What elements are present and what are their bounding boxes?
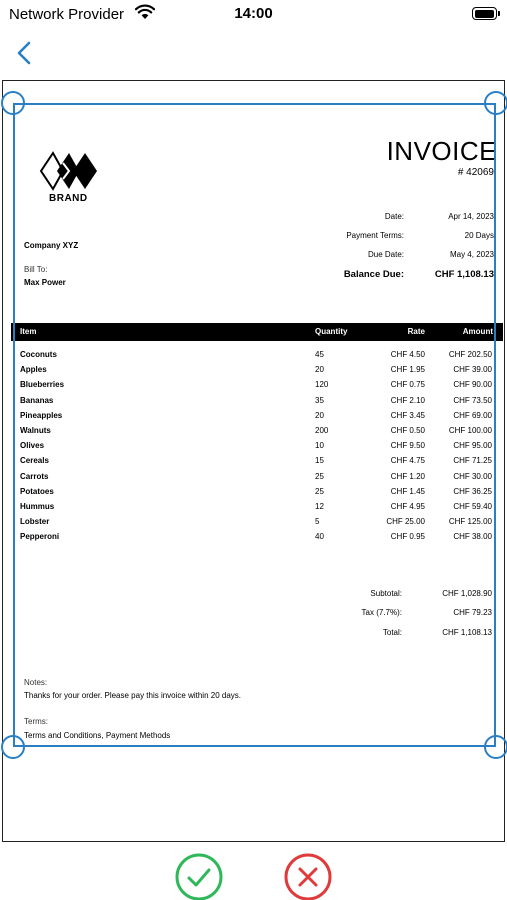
notes-text: Thanks for your order. Please pay this invoice within 20 days. (24, 691, 241, 700)
item-quantity: 200 (315, 426, 329, 435)
table-row (3, 485, 505, 500)
table-row (3, 515, 505, 530)
column-header-quantity: Quantity (315, 327, 348, 336)
item-name: Coconuts (20, 350, 57, 359)
meta-row-payment-terms: Payment Terms: 20 Days (346, 231, 494, 240)
item-rate: CHF 9.50 (390, 441, 425, 451)
item-rate: CHF 0.95 (390, 532, 425, 542)
column-header-rate: Rate (407, 327, 425, 336)
item-amount: CHF 125.00 (448, 517, 492, 527)
bill-to-name: Max Power (24, 278, 66, 287)
item-amount: CHF 30.00 (453, 471, 492, 481)
terms-label: Terms: (24, 717, 48, 726)
crop-handle-top-right[interactable] (484, 91, 507, 115)
subtotal-row: Subtotal: CHF 1,028.90 (370, 589, 492, 598)
item-rate: CHF 1.20 (390, 471, 425, 481)
table-row (3, 470, 505, 485)
item-name: Potatoes (20, 486, 54, 496)
carrier-name: Network Provider (9, 6, 125, 23)
table-row (3, 378, 505, 393)
item-rate: CHF 25.00 (386, 517, 425, 527)
column-header-amount: Amount (462, 327, 493, 336)
terms-text: Terms and Conditions, Payment Methods (24, 731, 171, 740)
table-row (3, 454, 505, 469)
item-name: Walnuts (20, 426, 51, 435)
item-amount: CHF 59.40 (453, 502, 492, 511)
battery-icon (472, 7, 497, 20)
meta-row-date: Date: Apr 14, 2023 (384, 212, 494, 221)
crop-handle-top-left[interactable] (1, 91, 25, 115)
invoice-number: # 42069 (457, 167, 494, 178)
item-amount: CHF 90.00 (453, 380, 492, 390)
company-name: Company XYZ (24, 241, 79, 250)
item-quantity: 40 (315, 532, 324, 542)
crop-handle-bottom-left[interactable] (1, 735, 25, 759)
item-amount: CHF 39.00 (453, 365, 492, 375)
table-row (3, 409, 505, 424)
table-row (3, 348, 505, 363)
table-row (3, 363, 505, 378)
item-name: Lobster (20, 517, 50, 527)
items-table-header (11, 323, 503, 341)
table-row (3, 424, 505, 439)
item-name: Pepperoni (20, 532, 60, 542)
item-quantity: 12 (315, 502, 324, 511)
item-quantity: 25 (315, 486, 324, 496)
back-chevron-icon[interactable] (12, 40, 38, 66)
column-header-item: Item (20, 327, 37, 336)
brand-name: BRAND (49, 193, 88, 204)
item-name: Pineapples (20, 410, 63, 420)
item-quantity: 45 (315, 350, 324, 359)
crop-handle-bottom-right[interactable] (484, 735, 507, 759)
item-rate: CHF 0.75 (390, 380, 425, 390)
item-quantity: 20 (315, 410, 324, 420)
item-name: Cereals (20, 456, 49, 466)
brand-logo (39, 149, 99, 193)
item-rate: CHF 0.50 (390, 426, 425, 435)
item-name: Blueberries (20, 380, 65, 390)
bill-to-label: Bill To: (24, 265, 48, 274)
item-name: Bananas (20, 395, 54, 405)
meta-row-balance-due: Balance Due: CHF 1,108.13 (343, 269, 494, 280)
item-amount: CHF 38.00 (453, 532, 492, 542)
item-rate: CHF 3.45 (390, 410, 425, 420)
table-row (3, 530, 505, 545)
item-name: Carrots (20, 471, 49, 481)
item-quantity: 25 (315, 471, 324, 481)
item-rate: CHF 1.95 (390, 365, 425, 375)
notes-label: Notes: (24, 678, 48, 687)
item-amount: CHF 73.50 (453, 395, 492, 405)
table-row (3, 439, 505, 454)
item-rate: CHF 1.45 (390, 486, 425, 496)
meta-row-due-date: Due Date: May 4, 2023 (367, 250, 494, 259)
invoice-document (3, 81, 505, 842)
item-amount: CHF 36.25 (453, 486, 492, 496)
item-rate: CHF 4.50 (390, 350, 425, 359)
total-row: Total: CHF 1,108.13 (382, 628, 492, 637)
item-rate: CHF 4.75 (390, 456, 425, 466)
cancel-x-icon[interactable] (283, 852, 333, 900)
item-quantity: 15 (315, 456, 324, 466)
table-row (3, 500, 505, 515)
confirm-check-icon[interactable] (174, 852, 224, 900)
item-amount: CHF 100.00 (448, 426, 492, 435)
item-amount: CHF 71.25 (453, 456, 492, 466)
item-amount: CHF 69.00 (453, 410, 492, 420)
item-amount: CHF 202.50 (448, 350, 492, 359)
item-name: Olives (20, 441, 45, 451)
tax-row: Tax (7.7%): CHF 79.23 (361, 608, 492, 617)
invoice-title: INVOICE (386, 136, 497, 166)
item-name: Apples (20, 365, 47, 375)
item-name: Hummus (20, 502, 55, 511)
status-bar (0, 0, 507, 28)
clock: 14:00 (234, 5, 273, 22)
item-quantity: 120 (315, 380, 329, 390)
table-row (3, 394, 505, 409)
item-quantity: 35 (315, 395, 324, 405)
item-amount: CHF 95.00 (453, 441, 492, 451)
item-quantity: 5 (315, 517, 320, 527)
item-rate: CHF 4.95 (390, 502, 425, 511)
item-quantity: 20 (315, 365, 324, 375)
item-rate: CHF 2.10 (390, 395, 425, 405)
scan-preview (2, 80, 505, 842)
item-quantity: 10 (315, 441, 324, 451)
